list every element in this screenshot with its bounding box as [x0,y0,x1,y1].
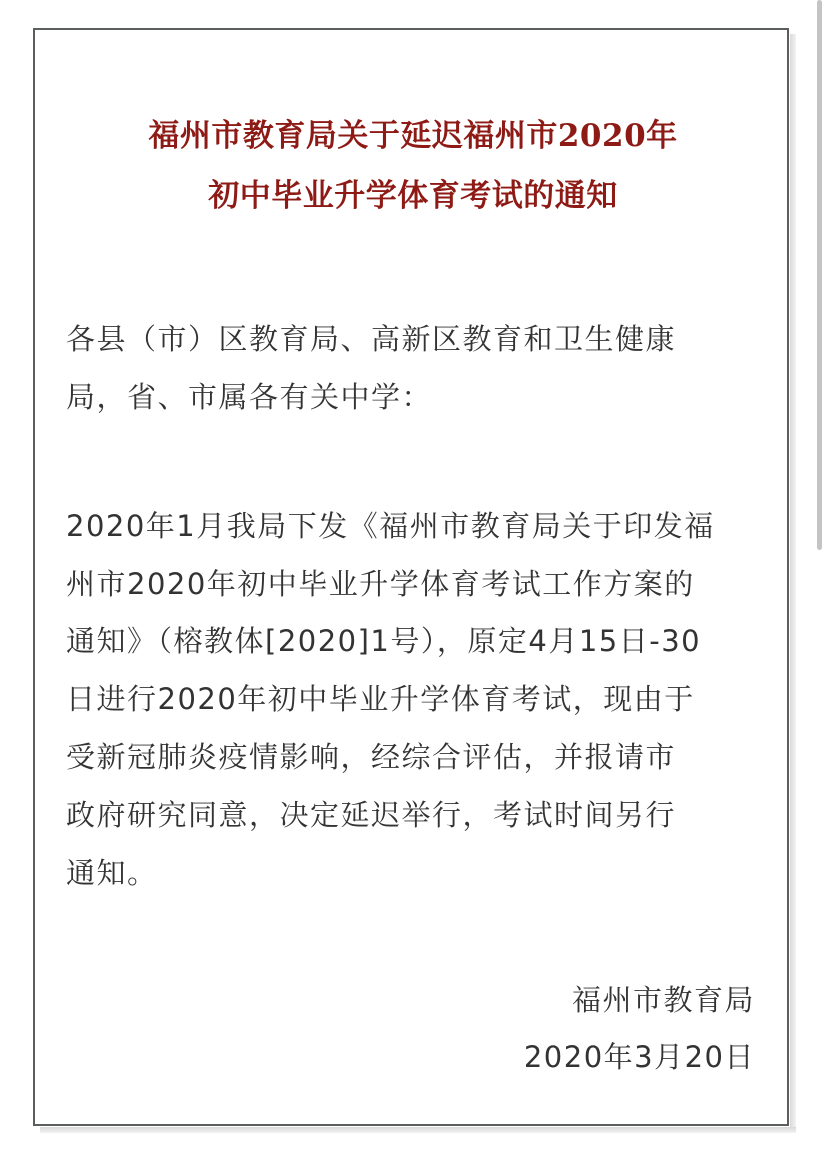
issuer-name: 福州市教育局 [571,983,755,1017]
salutation-line-1: 各县（市）区教育局、高新区教育和卫生健康 [66,322,677,356]
notice-document [33,28,789,1126]
body-line-1: 2020年1月我局下发《福州市教育局关于印发福 [66,509,715,543]
salutation-line-2: 局，省、市属各有关中学： [66,380,433,414]
notice-title-line-2: 初中毕业升学体育考试的通知 [208,178,618,214]
notice-title-line-1: 福州市教育局关于延迟福州市2020年 [148,118,678,154]
body-line-2: 州市2020年初中毕业升学体育考试工作方案的 [66,567,695,601]
page-shadow-bottom [40,1127,796,1133]
body-line-6: 政府研究同意，决定延迟举行，考试时间另行 [66,798,677,832]
body-line-5: 受新冠肺炎疫情影响，经综合评估，并报请市 [66,740,677,774]
body-line-4: 日进行2020年初中毕业升学体育考试，现由于 [66,682,695,716]
body-line-3: 通知》（榕教体[2020]1号），原定4月15日-30 [66,624,702,658]
body-line-7: 通知。 [66,856,158,890]
scrollbar[interactable] [817,0,822,550]
issue-date: 2020年3月20日 [523,1040,755,1074]
